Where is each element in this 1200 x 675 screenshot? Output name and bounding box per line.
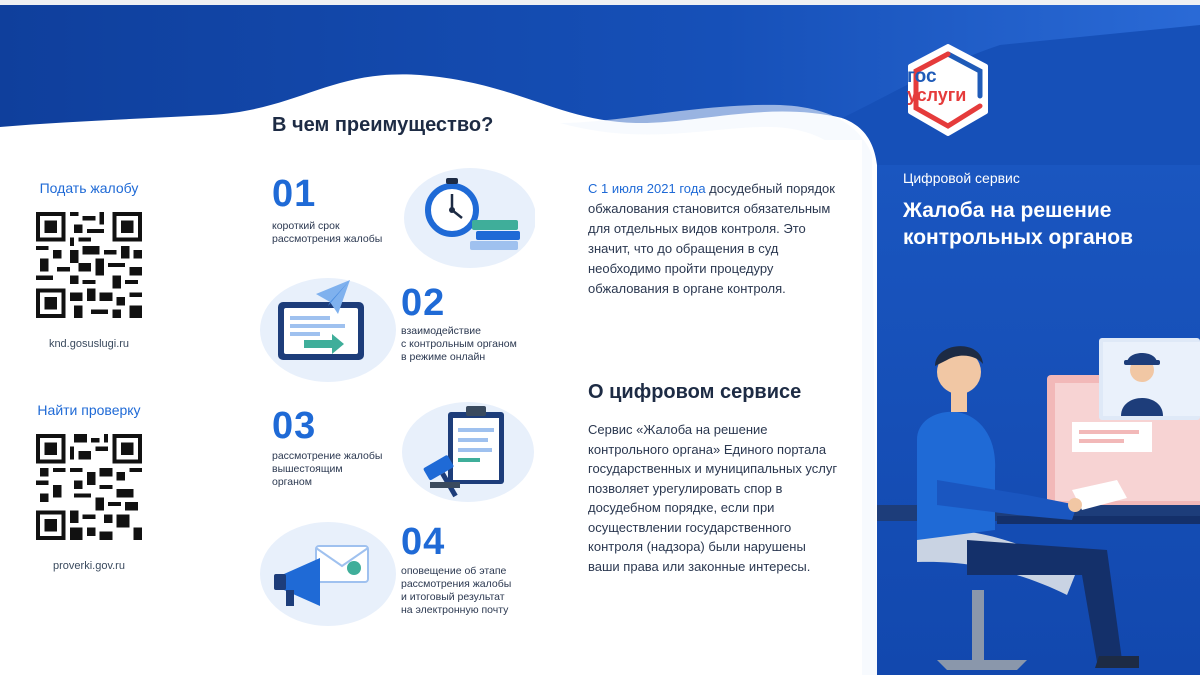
logo-text-uslugi: услуги	[907, 85, 967, 105]
complaint-qr-block	[0, 180, 178, 350]
advantage-text-01: короткий срок рассмотрения жалобы	[272, 220, 383, 245]
gavel-document-illustration	[400, 396, 535, 506]
advantage-text-02: взаимодействие с контрольным органом в режиме онлайн	[401, 325, 517, 363]
complaint-qr-url[interactable]: knd.gosuslugi.ru	[48, 338, 130, 350]
advantage-number-04: 04	[401, 521, 446, 563]
advantage-text-04: оповещение об этапе рассмотрения жалобы и итоговый результат на электронную почту	[401, 565, 512, 616]
inspection-qr-title[interactable]: Найти проверку	[37, 402, 141, 418]
inspection-qr-url[interactable]: proverki.gov.ru	[53, 560, 125, 572]
about-service-text: Сервис «Жалоба на решение контрольного органа» Единого портала государственных и муниципальных услуг позволяет урегулировать спор в досудебном порядке, если при осуществлении государственного контроля (надзора) были нарушены ваши права или законные интересы.	[588, 422, 838, 574]
inspection-qr-block	[0, 402, 178, 572]
intro-paragraph	[588, 179, 838, 299]
advantage-number-02: 02	[401, 282, 446, 324]
service-subtitle: Цифровой сервис	[903, 170, 1020, 186]
advantage-number-03: 03	[272, 405, 317, 447]
logo-text-gos: гос	[907, 66, 937, 87]
intro-date-highlight: С 1 июля 2021 года	[588, 181, 706, 196]
left-column	[0, 150, 178, 670]
complaint-qr-title[interactable]: Подать жалобу	[39, 180, 139, 196]
megaphone-mail-illustration	[258, 516, 398, 628]
complaint-qr-code[interactable]	[36, 212, 142, 318]
user-video-call-illustration	[877, 330, 1200, 675]
advantages-title: В чем преимущество?	[272, 114, 494, 136]
advantage-text-03: рассмотрение жалобы вышестоящим органом	[272, 450, 383, 488]
paper-plane-tablet-illustration	[258, 272, 398, 384]
inspection-qr-code[interactable]	[36, 434, 142, 540]
service-title: Жалоба на решение контрольных органов	[903, 199, 1134, 249]
intro-text: досудебный порядок обжалования становится обязательным для отдельных видов контроля. Это значит, что до обращения в суд необходимо пройти процедуру обжалования в органе контроля.	[588, 181, 835, 296]
about-service-title: О цифровом сервисе	[588, 381, 802, 403]
advantage-number-01: 01	[272, 173, 317, 215]
stopwatch-illustration	[400, 160, 535, 270]
